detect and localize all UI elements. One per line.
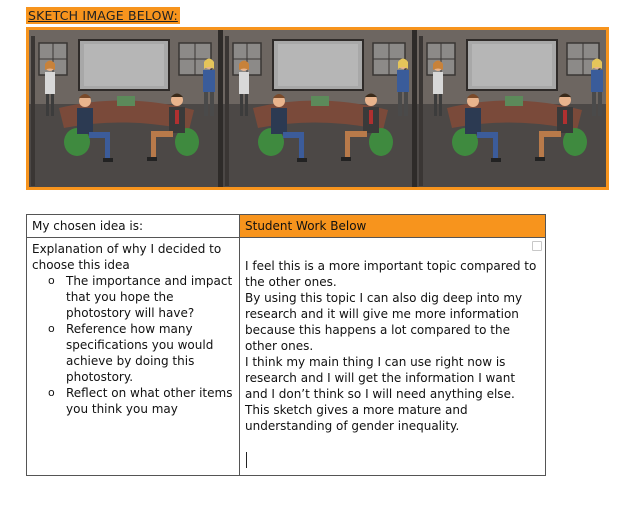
prompt-item: [48, 273, 234, 321]
student-answer-text[interactable]: [245, 241, 540, 472]
prompt-text: The importance and impact that you hope the photostory will have?: [66, 274, 233, 320]
prompt-list: [32, 273, 234, 417]
circle-bullet-icon: o: [48, 322, 55, 335]
student-work-header: Student Work Below: [240, 215, 546, 238]
cell-handle-icon: [532, 241, 542, 251]
explanation-intro: Explanation of why I decided to choose this idea: [32, 242, 222, 272]
prompt-text: Reflect on what other items you think you may: [66, 386, 233, 416]
prompt-text: Reference how many specifications you would achieve by doing this photostory.: [66, 322, 214, 384]
sketch-image-frame: [26, 27, 609, 190]
student-answer-cell[interactable]: [240, 238, 546, 476]
answer-paragraph: I feel this is a more important topic compared to the other ones.: [245, 259, 537, 289]
prompt-item: [48, 321, 234, 385]
sketch-heading: SKETCH IMAGE BELOW:: [28, 8, 178, 23]
circle-bullet-icon: o: [48, 386, 55, 399]
text-cursor: [246, 452, 247, 468]
answer-paragraph: I think my main thing I can use right now is research and I will get the information I want and I don’t think so I will need anything else.: [245, 355, 516, 401]
idea-table: [26, 214, 546, 476]
circle-bullet-icon: o: [48, 274, 55, 287]
answer-paragraph: This sketch gives a more mature and understanding of gender inequality.: [245, 403, 468, 433]
answer-paragraph: By using this topic I can also dig deep into my research and it will give me more information because this happens a lot compared to the other ones.: [245, 291, 523, 353]
sketch-comic-strip: [29, 30, 606, 187]
prompt-item: [48, 385, 234, 417]
explanation-prompt-cell: [27, 238, 240, 476]
chosen-idea-header: My chosen idea is:: [27, 215, 240, 238]
